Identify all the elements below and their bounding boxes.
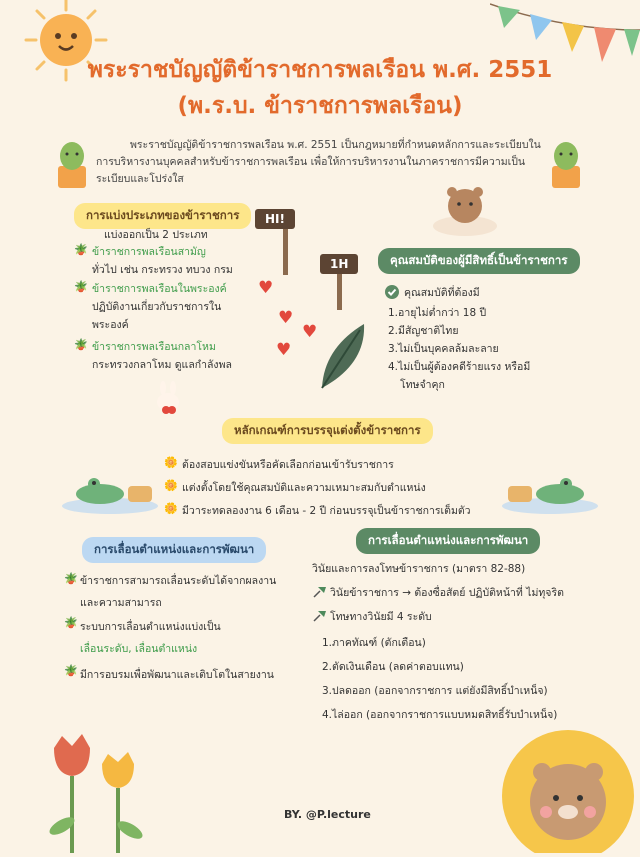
crocodile-icon [500,456,600,520]
criteria-item: ต้องสอบแข่งขันหรือคัดเลือกก่อนเข้ารับราชการ [182,459,394,471]
qualification-item: 2.มีสัญชาติไทย [388,325,459,337]
discipline-level: 1.ภาคทัณฑ์ (ตักเตือน) [322,637,426,649]
page-subtitle: (พ.ร.บ. ข้าราชการพลเรือน) [177,93,463,119]
plant-pot-icon: 🪴 [64,572,78,585]
plant-pot-icon: 🪴 [74,338,88,351]
flower-bullet-icon: 🌼 [164,479,178,492]
plant-pot-icon: 🪴 [64,616,78,629]
heart-icon: ♥ [302,322,318,342]
discipline-heading: การเลื่อนตำแหน่งและการพัฒนา [356,528,540,554]
tulip-icon [42,726,152,857]
promotion-heading: การเลื่อนตำแหน่งและการพัฒนา [82,537,266,563]
discipline-line: โทษทางวินัยมี 4 ระดับ [330,611,432,623]
page-title: พระราชบัญญัติข้าราชการพลเรือน พ.ศ. 2551 [87,57,553,83]
criteria-item: มีวาระทดลองงาน 6 เดือน - 2 ปี ก่อนบรรจุเป็นข้าราชการเต็มตัว [182,505,471,517]
promotion-item: มีการอบรมเพื่อพัฒนาและเติบโตในสายงาน [80,669,274,681]
type-title: ข้าราชการพลเรือนกลาโหม [92,341,216,353]
type-desc: ทั่วไป เช่น กระทรวง ทบวง กรม [92,264,233,276]
bunny-icon [150,378,186,418]
discipline-intro: วินัยและการลงโทษข้าราชการ (มาตรา 82-88) [312,563,526,575]
qualifications-heading: คุณสมบัติของผู้มีสิทธิ์เป็นข้าราชการ [378,248,580,274]
heart-icon: ♥ [276,340,292,360]
qualifications-subheading: คุณสมบัติที่ต้องมี [404,287,480,299]
heart-icon: ♥ [258,278,274,298]
discipline-level: 3.ปลดออก (ออกจากราชการ แต่ยังมีสิทธิ์บำเหน็จ) [322,685,548,697]
criteria-heading: หลักเกณฑ์การบรรจุแต่งตั้งข้าราชการ [222,418,433,444]
cactus-icon [50,138,94,194]
type-desc: กระทรวงกลาโหม ดูแลกำลังพล [92,359,232,371]
type-title: ข้าราชการพลเรือนในพระองค์ [92,283,227,295]
cactus-icon [544,138,588,194]
flower-bullet-icon: 🌼 [164,456,178,469]
promotion-item: ข้าราชการสามารถเลื่อนระดับได้จากผลงาน [80,575,277,587]
qualification-item: โทษจำคุก [400,379,445,391]
discipline-level: 2.ตัดเงินเดือน (ลดค่าตอบแทน) [322,661,464,673]
leaf-icon [314,318,370,396]
type-desc: พระองค์ [92,319,129,331]
promotion-item: เลื่อนระดับ, เลื่อนตำแหน่ง [80,643,198,655]
type-title: ข้าราชการพลเรือนสามัญ [92,246,206,258]
types-heading: การแบ่งประเภทของข้าราชการ [74,203,251,229]
discipline-line: วินัยข้าราชการ → ต้องซื่อสัตย์ ปฏิบัติหน้าที่ ไม่ทุจริต [330,587,564,599]
qualification-item: 1.อายุไม่ต่ำกว่า 18 ปี [388,307,487,319]
credit: BY. @P.lecture [284,808,371,821]
promotion-item: ระบบการเลื่อนตำแหน่งแบ่งเป็น [80,621,221,633]
flower-bear-icon [488,716,640,857]
plant-pot-icon: 🪴 [74,280,88,293]
hi-sign: HI! [255,209,295,229]
pin-icon [312,583,328,603]
plant-pot-icon: 🪴 [74,243,88,256]
types-subtitle: แบ่งออกเป็น 2 ประเภท [104,229,208,241]
crocodile-icon [60,456,160,520]
pin-icon [312,607,328,627]
qualification-item: 3.ไม่เป็นบุคคลล้มละลาย [388,343,499,355]
promotion-item: และความสามารถ [80,597,162,609]
plant-pot-icon: 🪴 [64,664,78,677]
flower-bullet-icon: 🌼 [164,502,178,515]
heart-icon: ♥ [278,308,294,328]
check-icon [385,284,399,303]
type-desc: ปฏิบัติงานเกี่ยวกับราชการใน [92,301,222,313]
criteria-item: แต่งตั้งโดยใช้คุณสมบัติและความเหมาะสมกับตำแหน่ง [182,482,426,494]
discipline-level: 4.ไล่ออก (ออกจากราชการแบบหมดสิทธิ์รับบำเหน็จ) [322,709,558,721]
1h-sign: 1H [320,254,358,274]
qualification-item: 4.ไม่เป็นผู้ต้องคดีร้ายแรง หรือมี [388,361,531,373]
intro-paragraph: พระราชบัญญัติข้าราชการพลเรือน พ.ศ. 2551 เป็นกฎหมายที่กำหนดหลักการและระเบียบในการบริหารงานบุคคลสำหรับข้าราชการพลเรือน เพื่อให้การบริหารงานในภาคราชการมีความเป็นระเบียบและโปร่งใส [96,139,541,185]
